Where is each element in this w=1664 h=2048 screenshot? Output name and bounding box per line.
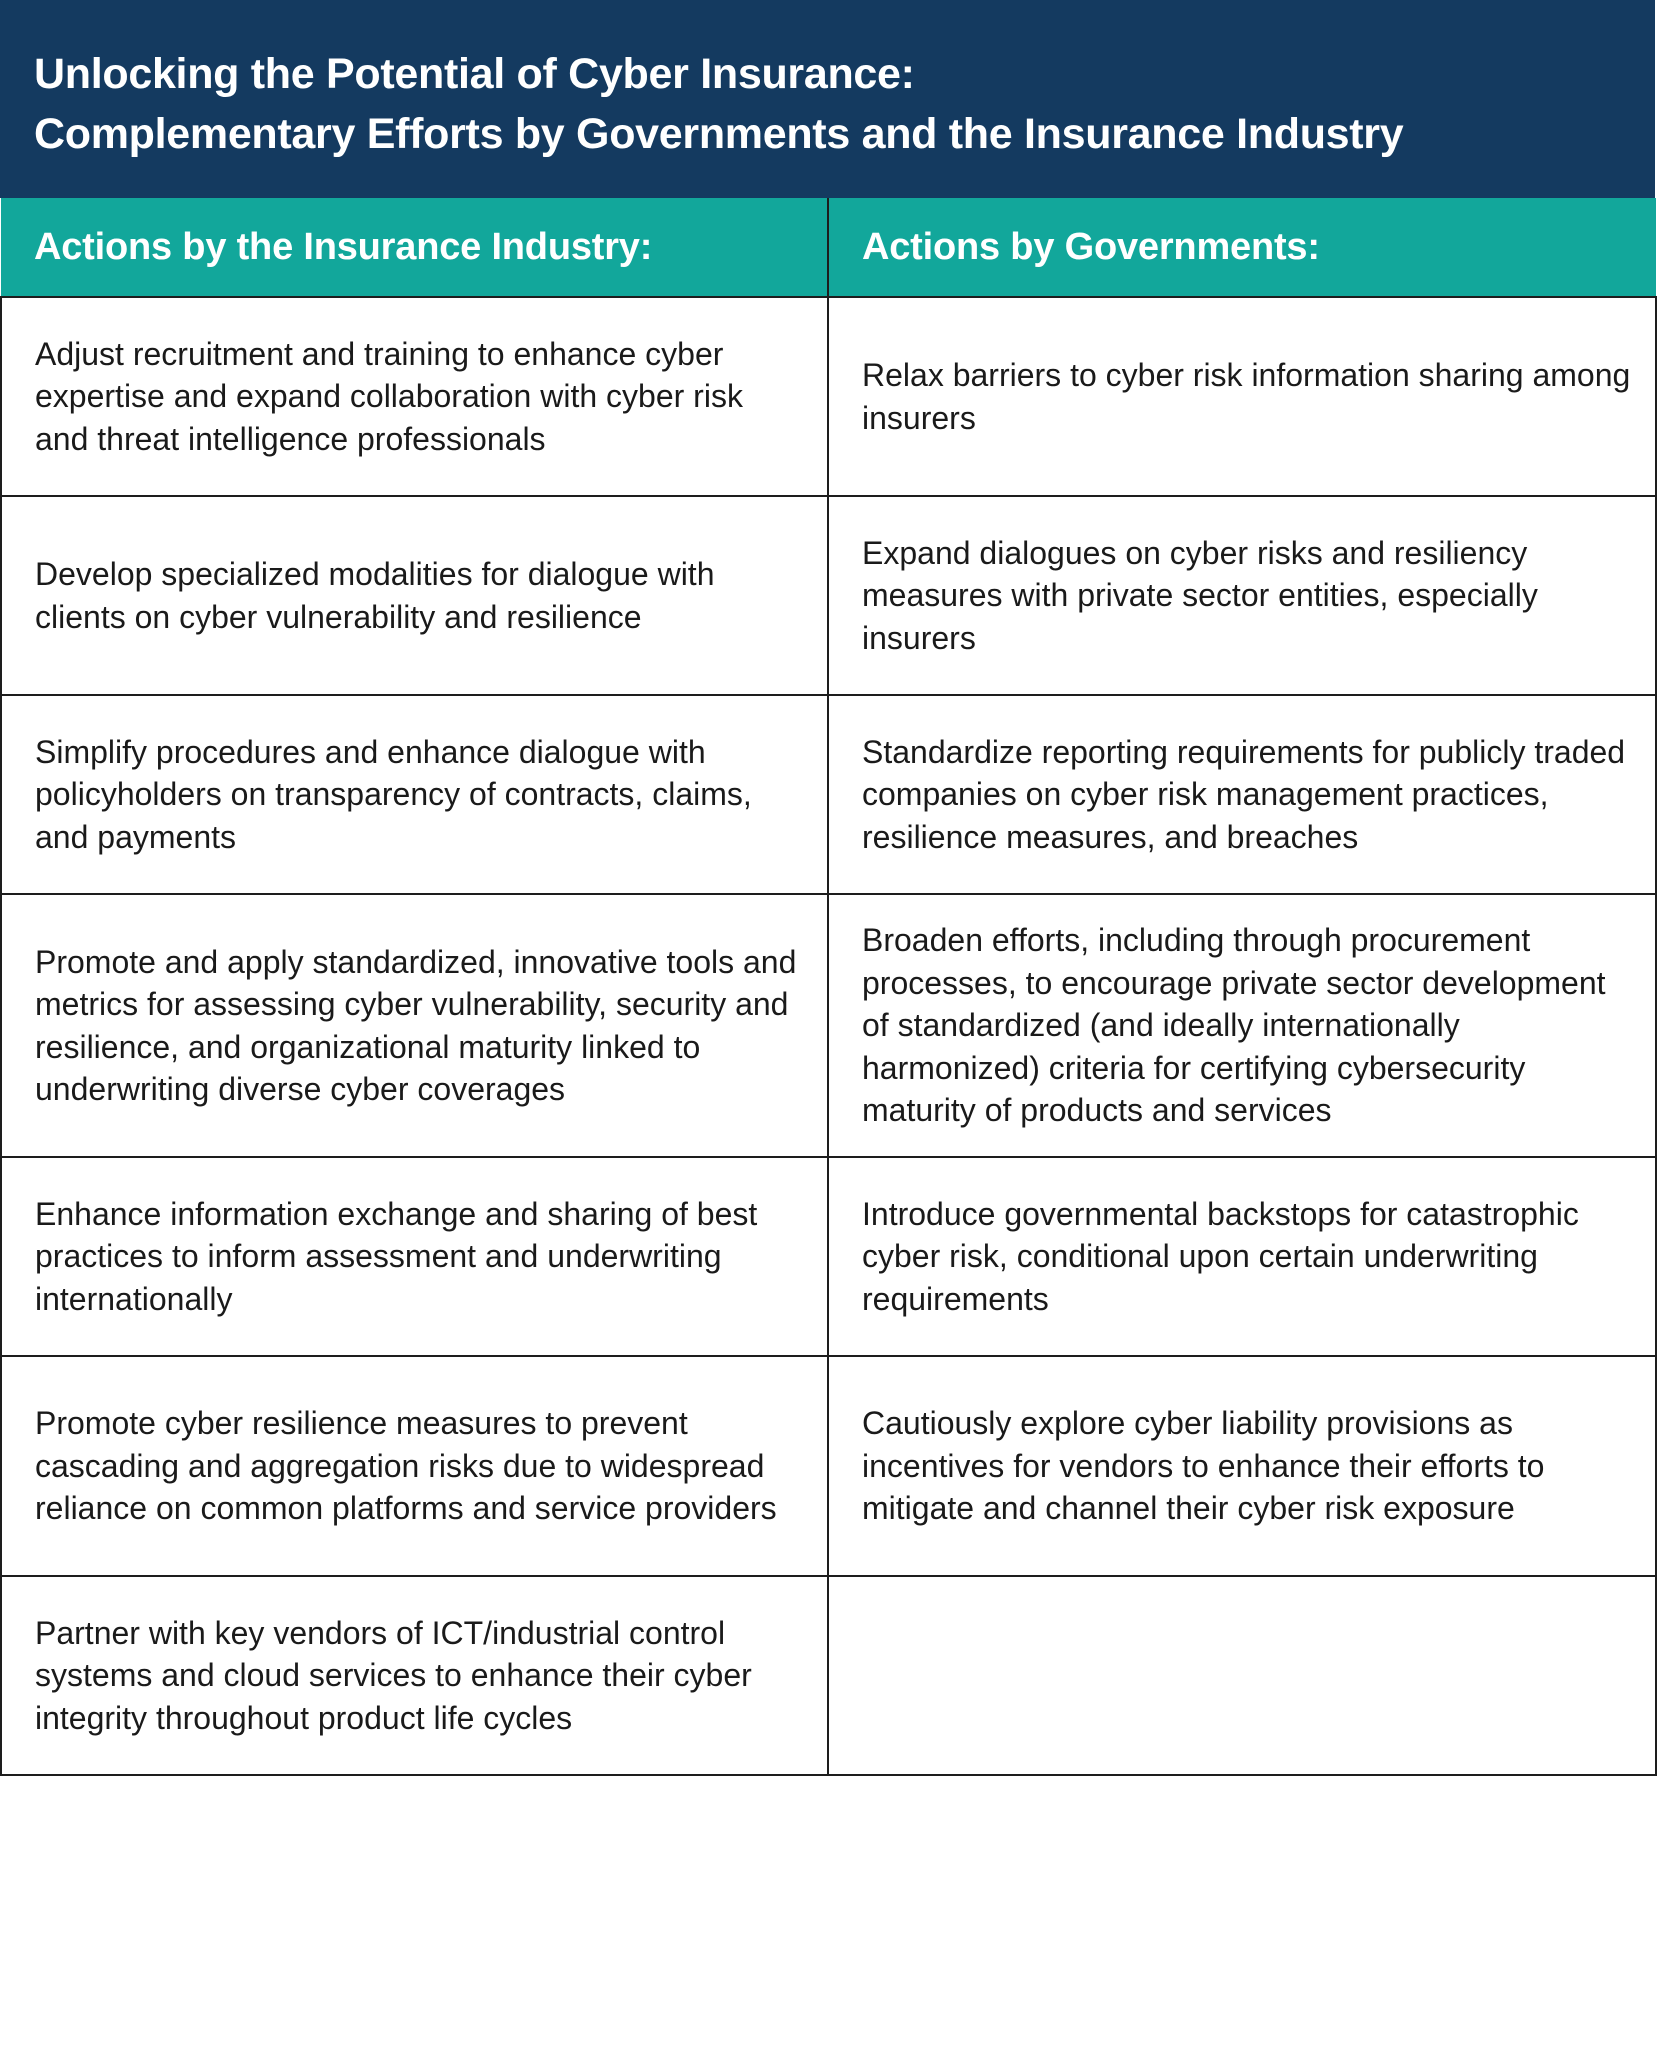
column-header-insurance-industry: Actions by the Insurance Industry:	[1, 198, 828, 297]
title-banner	[0, 0, 1655, 198]
industry-action-cell: Promote and apply standardized, innovative tools and metrics for assessing cyber vulnerability, security and resilience, and organizational maturity linked to underwriting diverse cyber coverages	[1, 894, 828, 1157]
industry-action-cell: Simplify procedures and enhance dialogue with policyholders on transparency of contracts, claims, and payments	[1, 695, 828, 894]
industry-action-cell: Develop specialized modalities for dialogue with clients on cyber vulnerability and resilience	[1, 496, 828, 695]
government-action-cell: Cautiously explore cyber liability provisions as incentives for vendors to enhance their efforts to mitigate and channel their cyber risk exposure	[828, 1356, 1656, 1576]
actions-table	[0, 198, 1657, 1776]
government-action-cell-empty	[828, 1576, 1656, 1775]
government-action-cell: Standardize reporting requirements for publicly traded companies on cyber risk management practices, resilience measures, and breaches	[828, 695, 1656, 894]
table-row	[1, 496, 1656, 695]
industry-action-cell: Adjust recruitment and training to enhance cyber expertise and expand collaboration with cyber risk and threat intelligence professionals	[1, 297, 828, 496]
table-row	[1, 894, 1656, 1157]
column-header-governments: Actions by Governments:	[828, 198, 1656, 297]
page-title-line-2: Complementary Efforts by Governments and the Insurance Industry	[34, 110, 1404, 158]
government-action-cell: Expand dialogues on cyber risks and resiliency measures with private sector entities, especially insurers	[828, 496, 1656, 695]
government-action-cell: Relax barriers to cyber risk information sharing among insurers	[828, 297, 1656, 496]
table-row	[1, 297, 1656, 496]
table-header-row	[1, 198, 1656, 297]
industry-action-cell: Enhance information exchange and sharing of best practices to inform assessment and underwriting internationally	[1, 1157, 828, 1356]
industry-action-cell: Promote cyber resilience measures to prevent cascading and aggregation risks due to widespread reliance on common platforms and service providers	[1, 1356, 828, 1576]
table-row	[1, 1356, 1656, 1576]
government-action-cell: Broaden efforts, including through procurement processes, to encourage private sector development of standardized (and ideally internationally harmonized) criteria for certifying cybersecurity maturity of products and services	[828, 894, 1656, 1157]
page-title-line-1: Unlocking the Potential of Cyber Insurance:	[34, 50, 915, 98]
government-action-cell: Introduce governmental backstops for catastrophic cyber risk, conditional upon certain underwriting requirements	[828, 1157, 1656, 1356]
table-row	[1, 695, 1656, 894]
table-row	[1, 1157, 1656, 1356]
industry-action-cell: Partner with key vendors of ICT/industrial control systems and cloud services to enhance their cyber integrity throughout product life cycles	[1, 1576, 828, 1775]
table-row	[1, 1576, 1656, 1775]
